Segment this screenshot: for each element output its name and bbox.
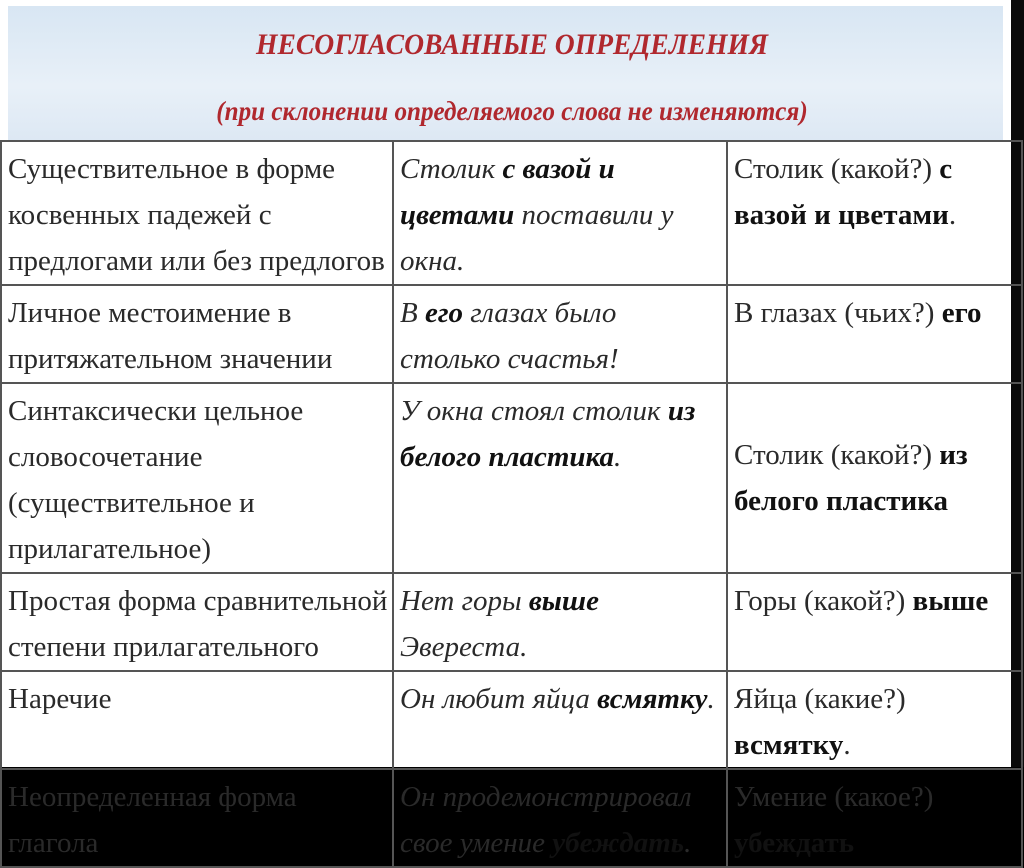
type-cell: Наречие [1, 671, 393, 769]
question-highlight: из белого пластика [734, 439, 968, 517]
type-cell: Существительное в форме косвенных падежей с предлогами или без предлогов [1, 141, 393, 285]
example-text: . [684, 827, 692, 859]
page-title: НЕСОГЛАСОВАННЫЕ ОПРЕДЕЛЕНИЯ [256, 28, 768, 61]
example-text: глазах было столько счастья! [400, 297, 619, 375]
example-text: Столик [400, 153, 503, 185]
example-cell [393, 769, 727, 867]
table-row [1, 769, 1022, 867]
example-text: . [614, 441, 622, 473]
question-text: В глазах (чьих?) [734, 297, 942, 329]
type-cell: Неопределенная форма глагола [1, 769, 393, 867]
example-highlight: с вазой и цветами [400, 153, 615, 231]
question-text: . [843, 729, 851, 761]
example-text: Он продемонстрировал свое умение [400, 781, 692, 859]
question-text: Столик (какой?) [734, 153, 940, 185]
page-subtitle: (при склонении определяемого слова не изменяются) [216, 96, 808, 126]
table-row [1, 285, 1022, 383]
definitions-table [0, 140, 1023, 868]
question-text: Яйца (какие?) [734, 683, 906, 715]
example-cell [393, 671, 727, 769]
question-text: Горы (какой?) [734, 585, 913, 617]
example-highlight: выше [528, 585, 599, 617]
example-cell [393, 141, 727, 285]
question-text: Умение (какое?) [734, 781, 934, 813]
question-highlight: выше [912, 585, 989, 617]
type-cell: Синтаксически цельное словосочетание (существительное и прилагательное) [1, 383, 393, 573]
question-cell [727, 285, 1022, 383]
example-text: Нет горы [400, 585, 529, 617]
table-row [1, 573, 1022, 671]
question-highlight: всмятку [734, 729, 844, 761]
example-text: В [400, 297, 425, 329]
question-cell [727, 769, 1022, 867]
example-text: У окна стоял столик [400, 395, 668, 427]
example-highlight: убеждать [552, 827, 685, 859]
type-cell: Личное местоимение в притяжательном значении [1, 285, 393, 383]
example-highlight: всмятку [597, 683, 708, 715]
example-cell [393, 383, 727, 573]
example-cell [393, 285, 727, 383]
question-cell [727, 573, 1022, 671]
table-row [1, 671, 1022, 769]
example-text: поставили у окна. [400, 199, 674, 277]
question-cell [727, 383, 1022, 573]
example-text: Он любит яйца [400, 683, 598, 715]
table-row [1, 141, 1022, 285]
example-highlight: его [424, 297, 464, 329]
question-text: Столик (какой?) [734, 439, 940, 471]
example-cell [393, 573, 727, 671]
question-highlight: его [941, 297, 982, 329]
type-cell: Простая форма сравнительной степени прилагательного [1, 573, 393, 671]
question-highlight: убеждать [734, 827, 855, 859]
question-highlight: с вазой и цветами [734, 153, 953, 231]
question-cell [727, 671, 1022, 769]
table-row [1, 383, 1022, 573]
question-text: . [948, 199, 957, 231]
example-text: . [707, 683, 715, 715]
question-cell [727, 141, 1022, 285]
example-highlight: из белого пластика [400, 395, 696, 473]
example-text: Эвереста. [400, 631, 528, 663]
